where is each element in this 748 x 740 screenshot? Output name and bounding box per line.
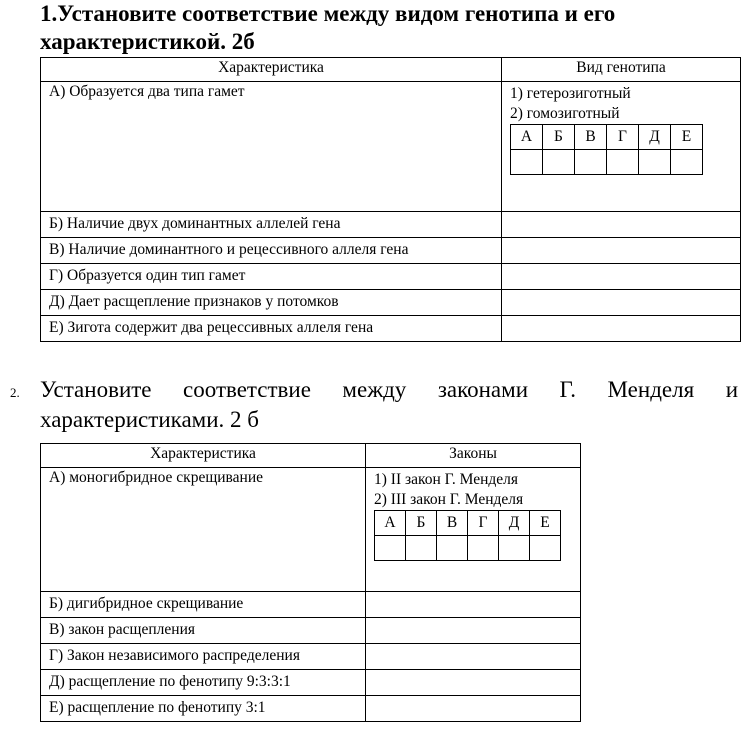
task1-answer-letter: Е <box>671 125 703 150</box>
task2-answer-letter: Е <box>530 511 561 536</box>
task1-answer-cell[interactable] <box>639 150 671 175</box>
task1-answer-cell[interactable] <box>671 150 703 175</box>
task2-options-cell <box>366 468 581 592</box>
task2-row-d: Д) расщепление по фенотипу 9:3:3:1 <box>41 670 366 696</box>
task1-header-characteristic: Характеристика <box>41 58 502 82</box>
task2-row-a: А) моногибридное скрещивание <box>41 468 366 592</box>
task1-table <box>40 57 741 342</box>
task2-number: 2. <box>10 385 20 400</box>
task2-empty-cell <box>366 618 581 644</box>
task2-header-laws: Законы <box>366 444 581 468</box>
task1-title-line1: 1.Установите соответствие между видом генотипа и его <box>40 1 616 26</box>
task2-answer-letter: Г <box>468 511 499 536</box>
task2-title <box>10 376 738 433</box>
task1-answer-letter: А <box>511 125 543 150</box>
task1-empty-cell <box>502 316 741 342</box>
task1-answer-cell[interactable] <box>575 150 607 175</box>
task1-answer-letter: В <box>575 125 607 150</box>
task2-answer-cell[interactable] <box>468 536 499 561</box>
task2-table <box>40 443 581 722</box>
task2-answer-cell[interactable] <box>499 536 530 561</box>
task2-answer-cell[interactable] <box>437 536 468 561</box>
task2-empty-cell <box>366 592 581 618</box>
task1-empty-cell <box>502 290 741 316</box>
task1-options-cell <box>502 82 741 212</box>
task1-answer-letter: Б <box>543 125 575 150</box>
task1-row-g: Г) Образуется один тип гамет <box>41 264 502 290</box>
task2-answer-cell[interactable] <box>530 536 561 561</box>
task1-row-d: Д) Дает расщепление признаков у потомков <box>41 290 502 316</box>
task1-title-line2: характеристикой. 2б <box>40 29 255 54</box>
task2-row-v: В) закон расщепления <box>41 618 366 644</box>
task1-answer-letter: Д <box>639 125 671 150</box>
task2-header-characteristic: Характеристика <box>41 444 366 468</box>
task1-answer-letter: Г <box>607 125 639 150</box>
task1-row-b: Б) Наличие двух доминантных аллелей гена <box>41 212 502 238</box>
task2-row-b: Б) дигибридное скрещивание <box>41 592 366 618</box>
task2-option-1: 1) II закон Г. Менделя <box>374 471 518 488</box>
task2-title-line2: характеристиками. 2 б <box>40 407 259 432</box>
task2-title-line1: Установите соответствие между законами Г. Менделя и <box>40 377 738 402</box>
task2-answer-cell[interactable] <box>375 536 406 561</box>
task1-title <box>40 0 740 56</box>
task2-row-g: Г) Закон независимого распределения <box>41 644 366 670</box>
task1-empty-cell <box>502 264 741 290</box>
task1-row-v: В) Наличие доминантного и рецессивного аллеля гена <box>41 238 502 264</box>
task2-answer-cell[interactable] <box>406 536 437 561</box>
task2-answer-letter: Д <box>499 511 530 536</box>
task2-empty-cell <box>366 670 581 696</box>
task1-option-2: 2) гомозиготный <box>510 105 620 122</box>
task1-answer-cell[interactable] <box>607 150 639 175</box>
task2-answer-letter: В <box>437 511 468 536</box>
task1-answer-grid <box>510 124 703 175</box>
task1-answer-cell[interactable] <box>543 150 575 175</box>
task1-header-genotype: Вид генотипа <box>502 58 741 82</box>
task1-answer-cell[interactable] <box>511 150 543 175</box>
task2-row-e: Е) расщепление по фенотипу 3:1 <box>41 696 366 722</box>
task2-empty-cell <box>366 696 581 722</box>
task2-answer-letter: Б <box>406 511 437 536</box>
task2-option-2: 2) III закон Г. Менделя <box>374 491 524 508</box>
task1-empty-cell <box>502 238 741 264</box>
task1-empty-cell <box>502 212 741 238</box>
task2-answer-grid <box>374 510 561 561</box>
task1-row-a: А) Образуется два типа гамет <box>41 82 502 212</box>
task1-option-1: 1) гетерозиготный <box>510 85 631 102</box>
task2-empty-cell <box>366 644 581 670</box>
task2-answer-letter: А <box>375 511 406 536</box>
task1-row-e: Е) Зигота содержит два рецессивных аллеля гена <box>41 316 502 342</box>
